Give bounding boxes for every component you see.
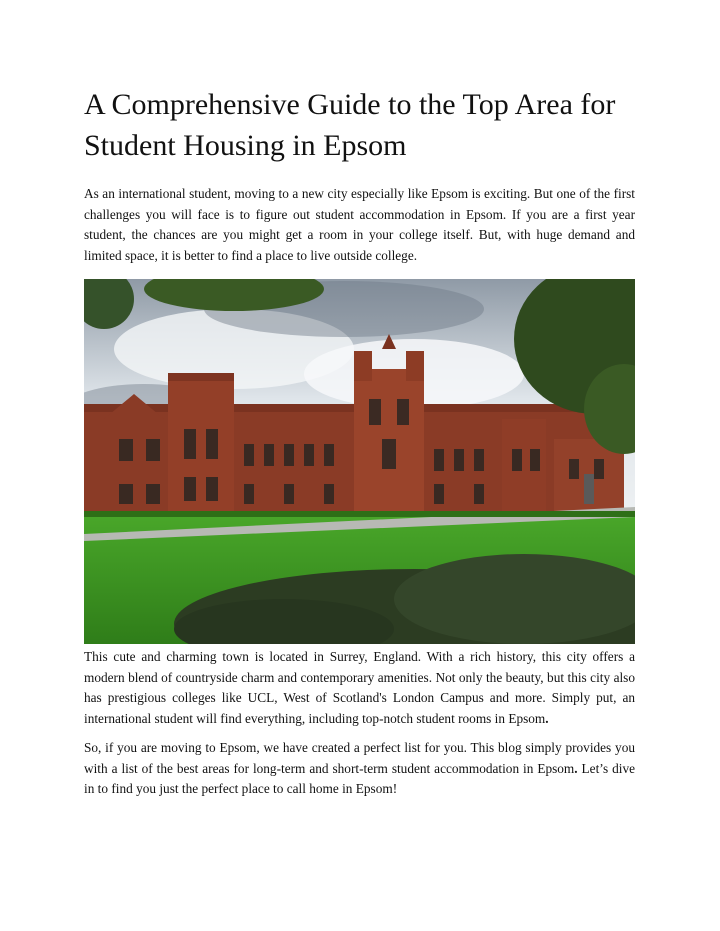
list-intro-paragraph [84, 738, 635, 800]
list-intro-text: So, if you are moving to Epsom, we have created a perfect list for you. This blog simply provides you with a list of the best areas for long-term and short-term student accommodation in Epsom [84, 740, 635, 776]
list-intro-period: . [574, 760, 578, 776]
article-title [84, 84, 644, 166]
list-intro-closing: Let’s dive in to find you just the perfect place to call home in Epsom! [84, 760, 635, 796]
university-building-photo [84, 279, 635, 644]
town-description-paragraph [84, 647, 635, 729]
title-line-1: A Comprehensive Guide to the Top Area for [84, 88, 616, 121]
town-description-period: . [545, 710, 549, 726]
intro-paragraph: As an international student, moving to a new city especially like Epsom is exciting. But one of the first challenges you will face is to figure out student accommodation in Epsom. If you are a first year student, the chances are you might get a room in your college itself. But, with huge demand and limited space, it is better to find a place to live outside college. [84, 186, 635, 263]
town-description-text: This cute and charming town is located in Surrey, England. With a rich history, this city offers a modern blend of countryside charm and contemporary amenities. Not only the beauty, but this city also has prestigious colleges like UCL, West of Scotland's London Campus and more. Simply put, an international student will find everything, including top-notch student rooms in Epsom [84, 649, 635, 726]
title-line-2: Student Housing in Epsom [84, 129, 407, 162]
